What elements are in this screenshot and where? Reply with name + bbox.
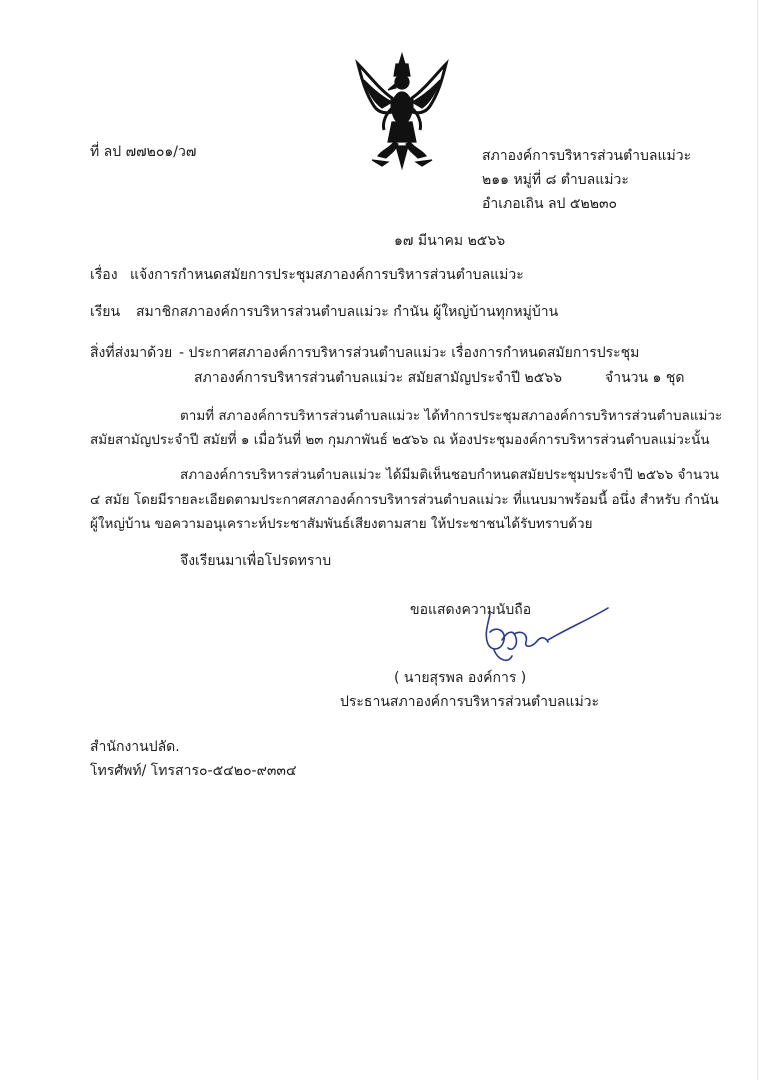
closing-request: จึงเรียนมาเพื่อโปรดทราบ [180,553,332,569]
handwritten-signature-icon [468,600,618,675]
paragraph-1-line-1: ตามที่ สภาองค์การบริหารส่วนตำบลแม่วะ ได้ทำการประชุมสภาองค์การบริหารส่วนตำบลแม่วะ [180,408,723,424]
office-phone: โทรศัพท์/ โทรสาร๐-๕๔๒๐-๙๓๓๔ [90,763,297,779]
paragraph-2-line-3: ผู้ใหญ่บ้าน ขอความอนุเคราะห์ประชาสัมพันธ์เสียงตามสาย ให้ประชาชนได้รับทราบด้วย [90,516,593,532]
document-number: ที่ ลป ๗๗๒๐๑/ว๗ [90,144,197,160]
enclosure-label: สิ่งที่ส่งมาด้วย [90,345,173,361]
enclosure-line-1: - ประกาศสภาองค์การบริหารส่วนตำบลแม่วะ เรื่องการกำหนดสมัยการประชุม [179,345,640,361]
garuda-emblem-icon [352,50,452,170]
signer-name: ( นายสุรพล องค์การ ) [394,670,527,686]
subject-text: แจ้งการกำหนดสมัยการประชุมสภาองค์การบริหารส่วนตำบลแม่วะ [130,267,524,283]
paragraph-2-line-2: ๔ สมัย โดยมีรายละเอียดตามประกาศสภาองค์การบริหารส่วนตำบลแม่วะ ที่แนบมาพร้อมนี้ อนึ่ง สำหรับ กำนัน [90,492,719,508]
paragraph-2-line-1: สภาองค์การบริหารส่วนตำบลแม่วะ ได้มีมติเห็นชอบกำหนดสมัยประชุมประจำปี ๒๕๖๖ จำนวน [180,467,719,483]
subject-label: เรื่อง [90,267,118,283]
signer-title: ประธานสภาองค์การบริหารส่วนตำบลแม่วะ [340,694,600,710]
enclosure-line-2: สภาองค์การบริหารส่วนตำบลแม่วะ สมัยสามัญประจำปี ๒๕๖๖ [194,370,563,386]
sender-address-2: อำเภอเถิน ลป ๕๒๒๓๐ [482,196,618,212]
paragraph-1-line-2: สมัยสามัญประจำปี สมัยที่ ๑ เมื่อวันที่ ๒๓ กุมภาพันธ์ ๒๕๖๖ ณ ห้องประชุมองค์การบริหารส่วนตำบลแม่วะนั้น [90,432,710,448]
addressee-text: สมาชิกสภาองค์การบริหารส่วนตำบลแม่วะ กำนัน ผู้ใหญ่บ้านทุกหมู่บ้าน [136,304,559,320]
addressee-label: เรียน [90,304,121,320]
sender-org: สภาองค์การบริหารส่วนตำบลแม่วะ [482,148,692,164]
letter-date: ๑๗ มีนาคม ๒๕๖๖ [394,233,506,249]
page-edge [757,0,758,1080]
sender-address-1: ๒๑๑ หมู่ที่ ๘ ตำบลแม่วะ [482,172,629,188]
office-name: สำนักงานปลัด. [90,739,180,755]
enclosure-quantity: จำนวน ๑ ชุด [605,370,685,386]
sign-off: ขอแสดงความนับถือ [410,602,532,618]
